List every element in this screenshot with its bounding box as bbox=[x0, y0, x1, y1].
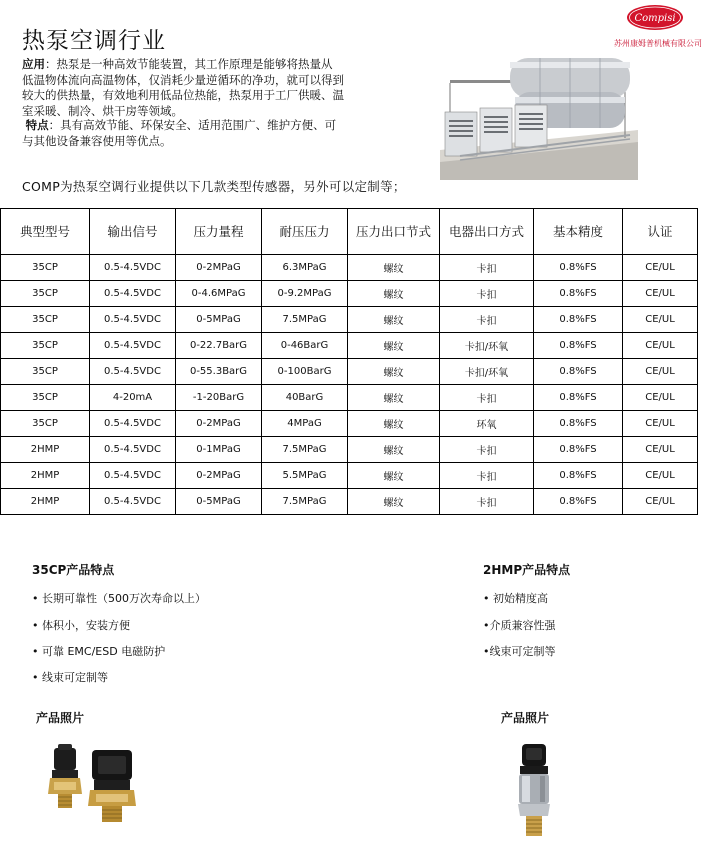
cell-accuracy: 0.8%FS bbox=[534, 489, 623, 515]
hmp2-feature-item: • 初始精度高 bbox=[483, 592, 548, 605]
cell-range: 0-2MPaG bbox=[176, 255, 262, 281]
cell-certification: CE/UL bbox=[623, 255, 698, 281]
intro-text: COMP为热泵空调行业提供以下几款类型传感器，另外可以定制等； bbox=[22, 179, 406, 194]
cp35-feature-item: • 长期可靠性（500万次寿命以上） bbox=[32, 592, 206, 605]
cell-certification: CE/UL bbox=[623, 489, 698, 515]
cell-certification: CE/UL bbox=[623, 333, 698, 359]
table-row bbox=[1, 463, 698, 489]
cell-pressure-port: 螺纹 bbox=[348, 281, 440, 307]
application-paragraph: 应用：热泵是一种高效节能装置，其工作原理是能够将热量从 低温物体流向高温物体，仅消耗少量逆循环的净功，就可以得到 较大的供热量，有效地利用低品位热能，热泵用于工厂供暖、温 室采暖、制冷、烘干房等领域。 bbox=[22, 57, 344, 118]
table-row bbox=[1, 255, 698, 281]
cell-pressure-port: 螺纹 bbox=[348, 255, 440, 281]
cell-certification: CE/UL bbox=[623, 307, 698, 333]
cell-output: 0.5-4.5VDC bbox=[90, 359, 176, 385]
hmp2-feature-item: •介质兼容性强 bbox=[483, 619, 556, 632]
cell-accuracy: 0.8%FS bbox=[534, 333, 623, 359]
features-label: 特点 bbox=[25, 118, 49, 132]
cell-electrical-port: 卡扣 bbox=[440, 307, 534, 333]
cell-range: 0-55.3BarG bbox=[176, 359, 262, 385]
logo-text: Compisi bbox=[634, 13, 676, 24]
table-row bbox=[1, 437, 698, 463]
cell-model: 35CP bbox=[1, 281, 90, 307]
cell-accuracy: 0.8%FS bbox=[534, 281, 623, 307]
cell-certification: CE/UL bbox=[623, 463, 698, 489]
cell-proof-pressure: 40BarG bbox=[262, 385, 348, 411]
cell-proof-pressure: 7.5MPaG bbox=[262, 307, 348, 333]
header-model: 典型型号 bbox=[1, 209, 90, 255]
cell-range: 0-4.6MPaG bbox=[176, 281, 262, 307]
cell-certification: CE/UL bbox=[623, 281, 698, 307]
cell-output: 0.5-4.5VDC bbox=[90, 333, 176, 359]
cell-proof-pressure: 7.5MPaG bbox=[262, 489, 348, 515]
cell-output: 4-20mA bbox=[90, 385, 176, 411]
table-row bbox=[1, 307, 698, 333]
cell-electrical-port: 卡扣 bbox=[440, 255, 534, 281]
cell-certification: CE/UL bbox=[623, 359, 698, 385]
cell-pressure-port: 螺纹 bbox=[348, 437, 440, 463]
cell-range: 0-2MPaG bbox=[176, 411, 262, 437]
cell-output: 0.5-4.5VDC bbox=[90, 437, 176, 463]
hmp2-product-photo bbox=[510, 742, 558, 842]
header-accuracy: 基本精度 bbox=[534, 209, 623, 255]
cp35-photo-label: 产品照片 bbox=[36, 711, 85, 725]
cell-model: 35CP bbox=[1, 307, 90, 333]
cell-pressure-port: 螺纹 bbox=[348, 307, 440, 333]
cell-proof-pressure: 6.3MPaG bbox=[262, 255, 348, 281]
cp35-features-title: 35CP产品特点 bbox=[32, 563, 115, 577]
cell-electrical-port: 卡扣/环氧 bbox=[440, 359, 534, 385]
cell-model: 35CP bbox=[1, 411, 90, 437]
spec-table bbox=[0, 208, 698, 515]
cell-pressure-port: 螺纹 bbox=[348, 411, 440, 437]
cell-certification: CE/UL bbox=[623, 437, 698, 463]
cell-output: 0.5-4.5VDC bbox=[90, 463, 176, 489]
cell-pressure-port: 螺纹 bbox=[348, 359, 440, 385]
cell-pressure-port: 螺纹 bbox=[348, 489, 440, 515]
hmp2-photo-label: 产品照片 bbox=[501, 711, 550, 725]
cp35-feature-item: • 线束可定制等 bbox=[32, 671, 108, 684]
cell-proof-pressure: 0-100BarG bbox=[262, 359, 348, 385]
cp35-product-photo bbox=[44, 742, 140, 828]
cell-accuracy: 0.8%FS bbox=[534, 385, 623, 411]
hmp2-feature-item: •线束可定制等 bbox=[483, 645, 556, 658]
company-logo bbox=[626, 4, 684, 31]
cell-certification: CE/UL bbox=[623, 411, 698, 437]
cell-accuracy: 0.8%FS bbox=[534, 437, 623, 463]
cell-electrical-port: 卡扣 bbox=[440, 281, 534, 307]
cell-proof-pressure: 5.5MPaG bbox=[262, 463, 348, 489]
cell-accuracy: 0.8%FS bbox=[534, 463, 623, 489]
cell-proof-pressure: 7.5MPaG bbox=[262, 437, 348, 463]
table-header-row bbox=[1, 209, 698, 255]
cell-pressure-port: 螺纹 bbox=[348, 463, 440, 489]
cell-model: 35CP bbox=[1, 333, 90, 359]
cell-range: 0-5MPaG bbox=[176, 307, 262, 333]
cell-output: 0.5-4.5VDC bbox=[90, 307, 176, 333]
heat-pump-photo bbox=[440, 50, 638, 180]
cell-accuracy: 0.8%FS bbox=[534, 411, 623, 437]
cell-pressure-port: 螺纹 bbox=[348, 333, 440, 359]
table-row bbox=[1, 333, 698, 359]
cell-accuracy: 0.8%FS bbox=[534, 255, 623, 281]
cell-output: 0.5-4.5VDC bbox=[90, 281, 176, 307]
features-paragraph: 特点：具有高效节能、环保安全、适用范围广、维护方便、可 与其他设备兼容使用等优点。 bbox=[22, 118, 337, 148]
cell-model: 35CP bbox=[1, 359, 90, 385]
cell-proof-pressure: 0-9.2MPaG bbox=[262, 281, 348, 307]
cell-range: 0-2MPaG bbox=[176, 463, 262, 489]
header-certification: 认证 bbox=[623, 209, 698, 255]
cell-model: 2HMP bbox=[1, 463, 90, 489]
header-output: 输出信号 bbox=[90, 209, 176, 255]
page-title: 热泵空调行业 bbox=[22, 28, 166, 54]
cp35-feature-item: • 可靠 EMC/ESD 电磁防护 bbox=[32, 645, 166, 658]
company-name: 苏州康姆普机械有限公司 bbox=[614, 39, 702, 48]
cell-pressure-port: 螺纹 bbox=[348, 385, 440, 411]
cell-electrical-port: 卡扣 bbox=[440, 437, 534, 463]
cell-proof-pressure: 4MPaG bbox=[262, 411, 348, 437]
header-pressure-port: 压力出口节式 bbox=[348, 209, 440, 255]
cell-certification: CE/UL bbox=[623, 385, 698, 411]
header-electrical-port: 电器出口方式 bbox=[440, 209, 534, 255]
cell-electrical-port: 卡扣 bbox=[440, 463, 534, 489]
cell-model: 2HMP bbox=[1, 489, 90, 515]
cell-range: 0-22.7BarG bbox=[176, 333, 262, 359]
cell-electrical-port: 卡扣 bbox=[440, 385, 534, 411]
cell-range: -1-20BarG bbox=[176, 385, 262, 411]
cell-electrical-port: 环氧 bbox=[440, 411, 534, 437]
cell-output: 0.5-4.5VDC bbox=[90, 255, 176, 281]
application-label: 应用 bbox=[22, 57, 45, 71]
cell-accuracy: 0.8%FS bbox=[534, 359, 623, 385]
cell-electrical-port: 卡扣 bbox=[440, 489, 534, 515]
header-range: 压力量程 bbox=[176, 209, 262, 255]
table-row bbox=[1, 359, 698, 385]
cell-range: 0-1MPaG bbox=[176, 437, 262, 463]
cell-range: 0-5MPaG bbox=[176, 489, 262, 515]
header-proof-pressure: 耐压压力 bbox=[262, 209, 348, 255]
table-row bbox=[1, 411, 698, 437]
cell-model: 35CP bbox=[1, 385, 90, 411]
cell-model: 35CP bbox=[1, 255, 90, 281]
table-row bbox=[1, 281, 698, 307]
cell-electrical-port: 卡扣/环氧 bbox=[440, 333, 534, 359]
hmp2-features-title: 2HMP产品特点 bbox=[483, 563, 571, 577]
cell-output: 0.5-4.5VDC bbox=[90, 489, 176, 515]
table-row bbox=[1, 385, 698, 411]
cell-model: 2HMP bbox=[1, 437, 90, 463]
cell-proof-pressure: 0-46BarG bbox=[262, 333, 348, 359]
cell-accuracy: 0.8%FS bbox=[534, 307, 623, 333]
cell-output: 0.5-4.5VDC bbox=[90, 411, 176, 437]
cp35-feature-item: • 体积小，安装方便 bbox=[32, 619, 130, 632]
table-row bbox=[1, 489, 698, 515]
